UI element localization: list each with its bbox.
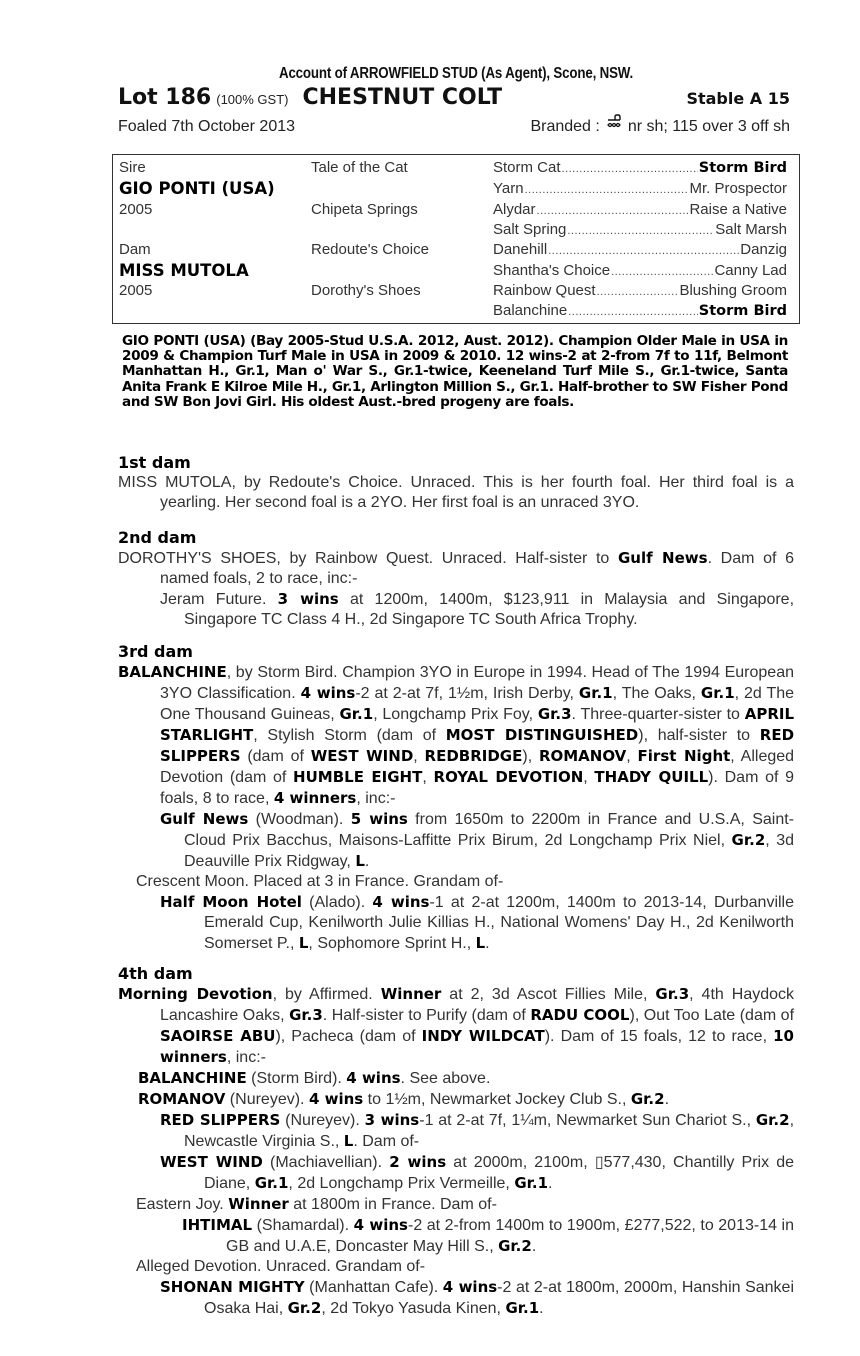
- bold-run: L: [475, 934, 486, 952]
- bold-run: 4 wins: [353, 1216, 408, 1234]
- text-run: ), Pacheca (dam of: [275, 1028, 422, 1045]
- bold-run: Half Moon Hotel: [160, 893, 302, 911]
- text-run: .: [548, 1175, 553, 1192]
- bold-run: Gr.3: [655, 985, 690, 1003]
- bold-run: 5 wins: [350, 810, 408, 828]
- bold-run: 4 winners: [273, 789, 357, 807]
- text-run: . Dam of-: [353, 1133, 420, 1150]
- progeny-entry: [118, 1110, 794, 1152]
- bold-run: Gr.2: [498, 1237, 532, 1255]
- great-grandparent: [493, 200, 787, 221]
- vendor-account: Account of ARROWFIELD STUD (As Agent), Scone, NSW.: [278, 65, 634, 82]
- sire-name: GIO PONTI (USA): [119, 179, 275, 198]
- stable-location: Stable A 15: [686, 89, 790, 108]
- great-grandparent: [493, 240, 787, 261]
- dam-dam: Dorothy's Shoes: [311, 282, 421, 299]
- ggp-name: Shantha's Choice: [493, 262, 611, 279]
- fourth-dam-section: [118, 964, 794, 1319]
- ggp-name: Balanchine: [493, 302, 568, 319]
- leader-dots: [548, 240, 739, 261]
- lot-line: [118, 85, 794, 113]
- bold-run: Gr.1: [578, 684, 613, 702]
- branding: [530, 113, 790, 136]
- text-run: , 2d The One Thousand Guineas,: [160, 685, 795, 723]
- progeny-entry: [118, 589, 794, 630]
- text-run: ,: [626, 748, 638, 765]
- text-run: , 4th Haydock Lancashire Oaks,: [160, 986, 795, 1024]
- bold-run: 4 wins: [300, 684, 356, 702]
- progeny-entry: Alleged Devotion. Unraced. Grandam of-: [136, 1258, 426, 1275]
- bold-run: BALANCHINE: [118, 663, 227, 681]
- bold-run: Gr.1: [700, 684, 735, 702]
- text-run: .: [364, 853, 370, 870]
- foaled-line: [118, 113, 794, 139]
- text-run: .: [485, 935, 490, 952]
- third-dam-text: [118, 662, 794, 809]
- text-run: ). Dam of 9 foals, 8 to race,: [160, 769, 795, 807]
- bold-run: Gr.2: [287, 1299, 322, 1317]
- text-run: Eastern Joy.: [136, 1196, 229, 1213]
- ggp-sire: Danzig: [740, 241, 787, 258]
- branded-detail: nr sh; 115 over 3 off sh: [627, 118, 790, 135]
- sire-sire: Tale of the Cat: [311, 159, 408, 176]
- great-grandparent: [493, 158, 787, 179]
- bold-run: Gr.3: [289, 1006, 323, 1024]
- bold-run: 4 wins: [442, 1278, 498, 1296]
- text-run: .: [664, 1091, 670, 1108]
- text-run: .: [539, 1300, 544, 1317]
- sire-summary: GIO PONTI (USA) (Bay 2005-Stud U.S.A. 2012, Aust. 2012). Champion Older Male in USA in 2009 & Champion Turf Male in USA in 2009 & 2010. 12 wins-2 at 2-from 7f to 11f, Belmont Manhattan H., Gr.1, Man o' War S., Gr.1-twice, Keeneland Turf Mile S., Gr.1-twice, Santa Anita Frank E Kilroe Mile H., Gr.1, Arlington Million S., Gr.1. Half-brother to SW Fisher Pond and SW Bon Jovi Girl. His oldest Aust.-bred progeny are foals.: [122, 333, 788, 410]
- text-run: -2 at 2-at 7f, 1½m, Irish Derby,: [355, 685, 579, 702]
- leader-dots: [562, 158, 698, 179]
- bold-run: Gr.2: [630, 1090, 665, 1108]
- text-run: . See above.: [400, 1070, 491, 1087]
- bold-run: ROYAL DEVOTION: [433, 768, 584, 786]
- dam-sire: Redoute's Choice: [311, 241, 429, 258]
- text-run: ,: [422, 769, 434, 786]
- ggp-name: Rainbow Quest: [493, 282, 596, 299]
- text-run: at 2, 3d Ascot Fillies Mile,: [441, 986, 656, 1003]
- text-run: -1 at 2-at 1200m, 1400m to 2013-14, Durbanville Emerald Cup, Kenilworth Julie Killias H., National Womens' Day H., 2d Kenilworth Somerset P.,: [204, 894, 795, 952]
- third-dam-section: [118, 642, 794, 954]
- text-run: (Shamardal).: [252, 1217, 354, 1234]
- text-run: ),: [522, 748, 539, 765]
- bold-run: 3 wins: [364, 1111, 420, 1129]
- sire-label: Sire: [119, 159, 146, 176]
- bold-run: Gulf News: [160, 810, 249, 828]
- brand-mark-icon: [605, 113, 623, 131]
- bold-run: 3 wins: [277, 590, 339, 608]
- catalogue-page: [118, 60, 795, 1317]
- bold-run: RED SLIPPERS: [160, 1111, 281, 1129]
- great-grandparent: [493, 179, 787, 200]
- great-grandparent: [493, 261, 787, 282]
- ggp-name: Danehill: [493, 241, 548, 258]
- leader-dots: [568, 301, 698, 322]
- branded-label: Branded :: [530, 118, 600, 135]
- dam-name: MISS MUTOLA: [119, 261, 249, 280]
- text-run: , inc:-: [356, 790, 396, 807]
- text-run: .: [531, 1238, 537, 1255]
- ggp-name: Yarn: [493, 180, 524, 197]
- second-dam-intro: [118, 548, 794, 589]
- bold-run: INDY WILDCAT: [421, 1027, 545, 1045]
- bold-run: 4 wins: [308, 1090, 364, 1108]
- sire-year: 2005: [119, 201, 153, 218]
- leader-dots: [611, 261, 713, 282]
- pedigree-row: [113, 301, 799, 321]
- ggp-name: Storm Cat: [493, 159, 561, 176]
- pedigree-row: [113, 220, 799, 240]
- leader-dots: [567, 220, 714, 241]
- ggp-sire: Blushing Groom: [679, 282, 787, 299]
- fourth-dam-text: [118, 984, 794, 1068]
- text-run: , by Storm Bird. Champion 3YO in Europe in 1994. Head of The 1994 European 3YO Classification.: [160, 664, 794, 702]
- sire-dam: Chipeta Springs: [311, 201, 418, 218]
- text-run: to 1½m, Newmarket Jockey Club S.,: [363, 1091, 631, 1108]
- bold-run: L: [298, 934, 309, 952]
- text-run: ). Dam of 15 foals, 12 to race,: [544, 1028, 774, 1045]
- text-run: ▯577,430, Chantilly Prix de Diane,: [204, 1154, 795, 1192]
- ggp-name: Salt Spring: [493, 221, 567, 238]
- text-run: . Dam of 6 named foals, 2 to race, inc:-: [160, 550, 795, 587]
- ggp-sire: Salt Marsh: [715, 221, 787, 238]
- text-run: ), Out Too Late (dam of: [629, 1007, 795, 1024]
- grand-progeny-entry: [118, 892, 794, 954]
- bold-run: RADU COOL: [530, 1006, 630, 1024]
- progeny-entry: [118, 809, 794, 872]
- horse-description: CHESTNUT COLT: [302, 85, 503, 110]
- second-dam-section: [118, 528, 794, 630]
- pedigree-row: [113, 158, 799, 178]
- pedigree-row: [113, 261, 799, 281]
- text-run: -2 at 2-from 1400m to 1900m, £277,522, to 2013-14 in GB and U.A.E, Doncaster May Hill S.,: [226, 1217, 794, 1255]
- text-run: at 2000m, 2100m,: [446, 1154, 595, 1171]
- text-run: , by Affirmed.: [272, 986, 381, 1003]
- text-run: at 1800m in France. Dam of-: [288, 1196, 497, 1213]
- text-run: , Newcastle Virginia S.,: [184, 1112, 795, 1150]
- text-run: , The Oaks,: [612, 685, 701, 702]
- progeny-entry: [118, 1194, 794, 1215]
- text-run: -2 at 2-at 1800m, 2000m, Hanshin Sankei Osaka Hai,: [204, 1279, 794, 1317]
- ggp-sire: Canny Lad: [714, 262, 787, 279]
- section-heading: 2nd dam: [118, 528, 197, 547]
- pedigree-row: [113, 240, 799, 260]
- bold-run: RED SLIPPERS: [160, 726, 795, 765]
- first-dam-section: [118, 453, 794, 513]
- text-run: (Nureyev).: [280, 1112, 365, 1129]
- text-run: (dam of: [240, 748, 311, 765]
- bold-run: WEST WIND: [160, 1153, 263, 1171]
- text-run: -1 at 2-at 7f, 1¼m, Newmarket Sun Chariot S.,: [419, 1112, 756, 1129]
- leader-dots: [525, 179, 689, 200]
- bold-run: Gr.1: [505, 1299, 540, 1317]
- text-run: , Alleged Devotion (dam of: [160, 748, 795, 786]
- text-run: ,: [413, 748, 425, 765]
- ggp-name: Alydar: [493, 201, 536, 218]
- progeny-entry: Crescent Moon. Placed at 3 in France. Grandam of-: [136, 873, 504, 890]
- bold-run: BALANCHINE: [138, 1069, 247, 1087]
- bold-run: Winner: [228, 1195, 289, 1213]
- text-run: (Alado).: [301, 894, 373, 911]
- great-grandparent: [493, 220, 787, 241]
- bold-run: 10 winners: [160, 1027, 794, 1066]
- section-heading: 1st dam: [118, 453, 191, 472]
- grand-progeny-entry: [118, 1215, 794, 1257]
- text-run: . Half-sister to Purify (dam of: [322, 1007, 531, 1024]
- bold-run: 4 wins: [346, 1069, 401, 1087]
- bold-run: Morning Devotion: [118, 985, 273, 1003]
- bold-run: THADY QUILL: [594, 768, 709, 786]
- ggp-sire: Mr. Prospector: [689, 180, 787, 197]
- great-grandparent: [493, 301, 787, 322]
- grand-progeny-entry: [118, 1152, 794, 1194]
- bold-run: SHONAN MIGHTY: [160, 1278, 305, 1296]
- ggp-sire: Raise a Native: [689, 201, 787, 218]
- text-run: ), half-sister to: [638, 727, 760, 744]
- pedigree-row: [113, 281, 799, 301]
- progeny-entry: [118, 1089, 794, 1110]
- bold-run: Gr.2: [731, 831, 766, 849]
- text-run: , 2d Longchamp Prix Vermeille,: [288, 1175, 515, 1192]
- gst-note: (100% GST): [216, 92, 289, 107]
- bold-run: WEST WIND: [310, 747, 414, 765]
- ggp-sire: Storm Bird: [698, 160, 787, 176]
- text-run: . Three-quarter-sister to: [571, 706, 745, 723]
- bold-run: Winner: [380, 985, 442, 1003]
- bold-run: 2 wins: [389, 1153, 447, 1171]
- bold-run: Gr.2: [755, 1111, 790, 1129]
- pedigree-row: [113, 200, 799, 220]
- section-heading: 4th dam: [118, 964, 193, 983]
- text-run: Jeram Future.: [160, 591, 278, 608]
- text-run: (Manhattan Cafe).: [304, 1279, 443, 1296]
- pedigree-row: [113, 179, 799, 199]
- text-run: (Storm Bird).: [246, 1070, 347, 1087]
- bold-run: IHTIMAL: [182, 1216, 253, 1234]
- bold-run: L: [343, 1132, 354, 1150]
- bold-run: Gr.1: [339, 705, 374, 723]
- bold-run: Gr.1: [254, 1174, 289, 1192]
- bold-run: ROMANOV: [538, 747, 627, 765]
- leader-dots: [597, 281, 679, 302]
- dam-label: Dam: [119, 241, 151, 258]
- lot-number: Lot 186: [118, 85, 212, 110]
- great-grandparent: [493, 281, 787, 302]
- ggp-sire: Storm Bird: [698, 303, 787, 319]
- bold-run: Gulf News: [617, 549, 708, 567]
- bold-run: HUMBLE EIGHT: [293, 768, 423, 786]
- grand-progeny-entry: [118, 1277, 794, 1319]
- bold-run: REDBRIDGE: [424, 747, 523, 765]
- first-dam-text: MISS MUTOLA, by Redoute's Choice. Unraced. This is her fourth foal. Her third foal is a yearling. Her second foal is a 2YO. Her first foal is an unraced 3YO.: [118, 474, 794, 511]
- section-heading: 3rd dam: [118, 642, 193, 661]
- bold-run: ROMANOV: [138, 1090, 226, 1108]
- text-run: , Longchamp Prix Foy,: [373, 706, 538, 723]
- text-run: at 1200m, 1400m, $123,911 in Malaysia and Singapore, Singapore TC Class 4 H., 2d Singapore TC South Africa Trophy.: [184, 591, 795, 628]
- text-run: , Stylish Storm (dam of: [253, 727, 446, 744]
- bold-run: L: [355, 852, 365, 870]
- foaled-date: Foaled 7th October 2013: [118, 118, 296, 135]
- text-run: , 3d Deauville Prix Ridgway,: [184, 832, 795, 870]
- leader-dots: [537, 200, 689, 221]
- text-run: , 2d Tokyo Yasuda Kinen,: [321, 1300, 506, 1317]
- pedigree-table: [112, 154, 800, 324]
- text-run: from 1650m to 2200m in France and U.S.A, Saint-Cloud Prix Bacchus, Maisons-Laffitte Prix Birum, 2d Longchamp Prix Niel,: [184, 811, 794, 849]
- dam-year: 2005: [119, 282, 153, 299]
- text-run: (Machiavellian).: [262, 1154, 390, 1171]
- progeny-entry: [118, 1068, 794, 1089]
- text-run: , Sophomore Sprint H.,: [308, 935, 476, 952]
- bold-run: SAOIRSE ABU: [160, 1027, 276, 1045]
- bold-run: First Night: [637, 747, 731, 765]
- bold-run: Gr.3: [537, 705, 572, 723]
- bold-run: APRIL STARLIGHT: [160, 705, 795, 744]
- text-run: (Woodman).: [248, 811, 351, 828]
- bold-run: 4 wins: [372, 893, 430, 911]
- bold-run: Gr.1: [514, 1174, 549, 1192]
- text-run: DOROTHY'S SHOES, by Rainbow Quest. Unraced. Half-sister to: [118, 550, 618, 567]
- text-run: , inc:-: [226, 1049, 266, 1066]
- text-run: (Nureyev).: [225, 1091, 309, 1108]
- text-run: ,: [583, 769, 595, 786]
- bold-run: MOST DISTINGUISHED: [445, 726, 639, 744]
